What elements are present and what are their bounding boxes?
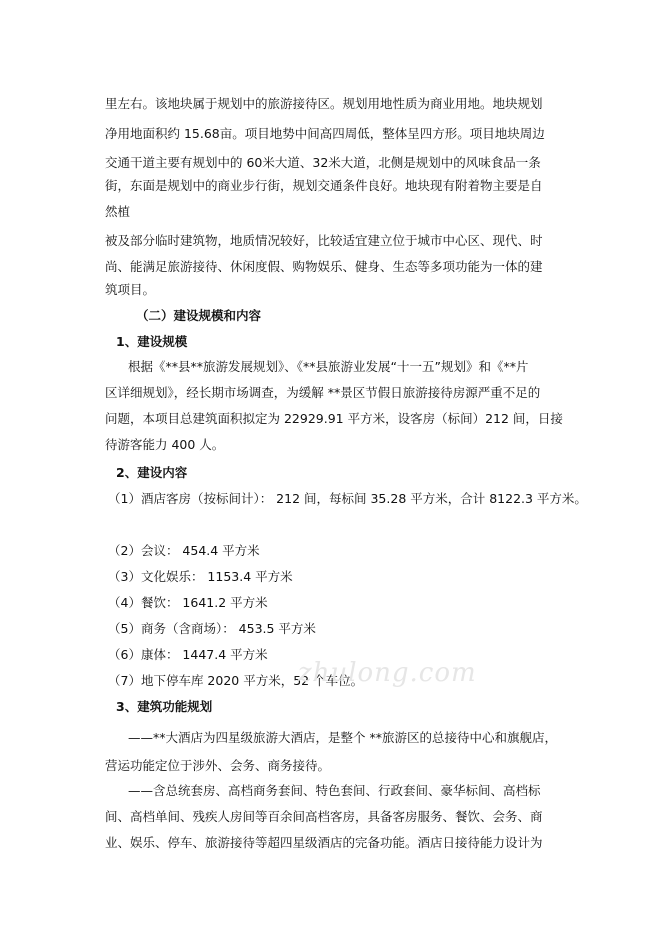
list-item: （6）康体： 1447.4 平方米 bbox=[108, 647, 268, 662]
list-item: （4）餐饮： 1641.2 平方米 bbox=[108, 595, 268, 610]
list-item: （1）酒店客房（按标间计）： 212 间，每标间 35.28 平方米，合计 8122.3 平方米。 bbox=[108, 491, 587, 506]
list-item: （7）地下停车库 2020 平方米，52 个车位。 bbox=[108, 673, 364, 688]
paragraph-line: 区详细规划》，经长期市场调查，为缓解 **景区节假日旅游接待房源严重不足的 bbox=[105, 385, 541, 400]
paragraph-line: 营运功能定位于涉外、会务、商务接待。 bbox=[105, 758, 331, 773]
paragraph-line: 间、高档单间、残疾人房间等百余间高档客房，具备客房服务、餐饮、会务、商 bbox=[105, 809, 543, 824]
paragraph-line: ——含总统套房、高档商务套间、特色套间、行政套间、豪华标间、高档标 bbox=[128, 783, 541, 798]
paragraph-line: 筑项目。 bbox=[105, 282, 156, 297]
paragraph-line: 业、娱乐、停车、旅游接待等超四星级酒店的完备功能。酒店日接待能力设计为 bbox=[105, 835, 543, 850]
paragraph-line: 交通干道主要有规划中的 60米大道、32米大道，北侧是规划中的风味食品一条 bbox=[105, 155, 541, 170]
watermark: zhulong.com bbox=[298, 658, 477, 688]
paragraph-line: 待游客能力 400 人。 bbox=[105, 437, 225, 452]
paragraph-line: 街，东面是规划中的商业步行街，规划交通条件良好。地块现有附着物主要是自 bbox=[105, 178, 543, 193]
paragraph-line: 里左右。该地块属于规划中的旅游接待区。规划用地性质为商业用地。地块规划 bbox=[105, 96, 543, 111]
paragraph-line: 然植 bbox=[105, 204, 131, 219]
list-item: （2）会议： 454.4 平方米 bbox=[108, 543, 260, 558]
paragraph-line: 被及部分临时建筑物，地质情况较好，比较适宜建立位于城市中心区、现代、时 bbox=[105, 233, 543, 248]
subsection-heading: 3、建筑功能规划 bbox=[116, 699, 213, 714]
paragraph-line: 问题，本项目总建筑面积拟定为 22929.91 平方米，设客房（标间）212 间，日接 bbox=[105, 411, 563, 426]
list-item: （5）商务（含商场）： 453.5 平方米 bbox=[108, 621, 316, 636]
subsection-heading: 2、建设内容 bbox=[116, 465, 188, 480]
list-item: （3）文化娱乐： 1153.4 平方米 bbox=[108, 569, 293, 584]
paragraph-line: 根据《**县**旅游发展规划》、《**县旅游业发展“十一五”规划》和《**片 bbox=[128, 359, 529, 374]
paragraph-line: 尚、能满足旅游接待、休闲度假、购物娱乐、健身、生态等多项功能为一体的建 bbox=[105, 259, 543, 274]
subsection-heading: 1、建设规模 bbox=[116, 334, 188, 349]
paragraph-line: ——**大酒店为四星级旅游大酒店，是整个 **旅游区的总接待中心和旗舰店， bbox=[128, 730, 557, 745]
section-heading: （二）建设规模和内容 bbox=[136, 308, 262, 323]
paragraph-line: 净用地面积约 15.68亩。项目地势中间高四周低，整体呈四方形。项目地块周边 bbox=[105, 126, 545, 141]
